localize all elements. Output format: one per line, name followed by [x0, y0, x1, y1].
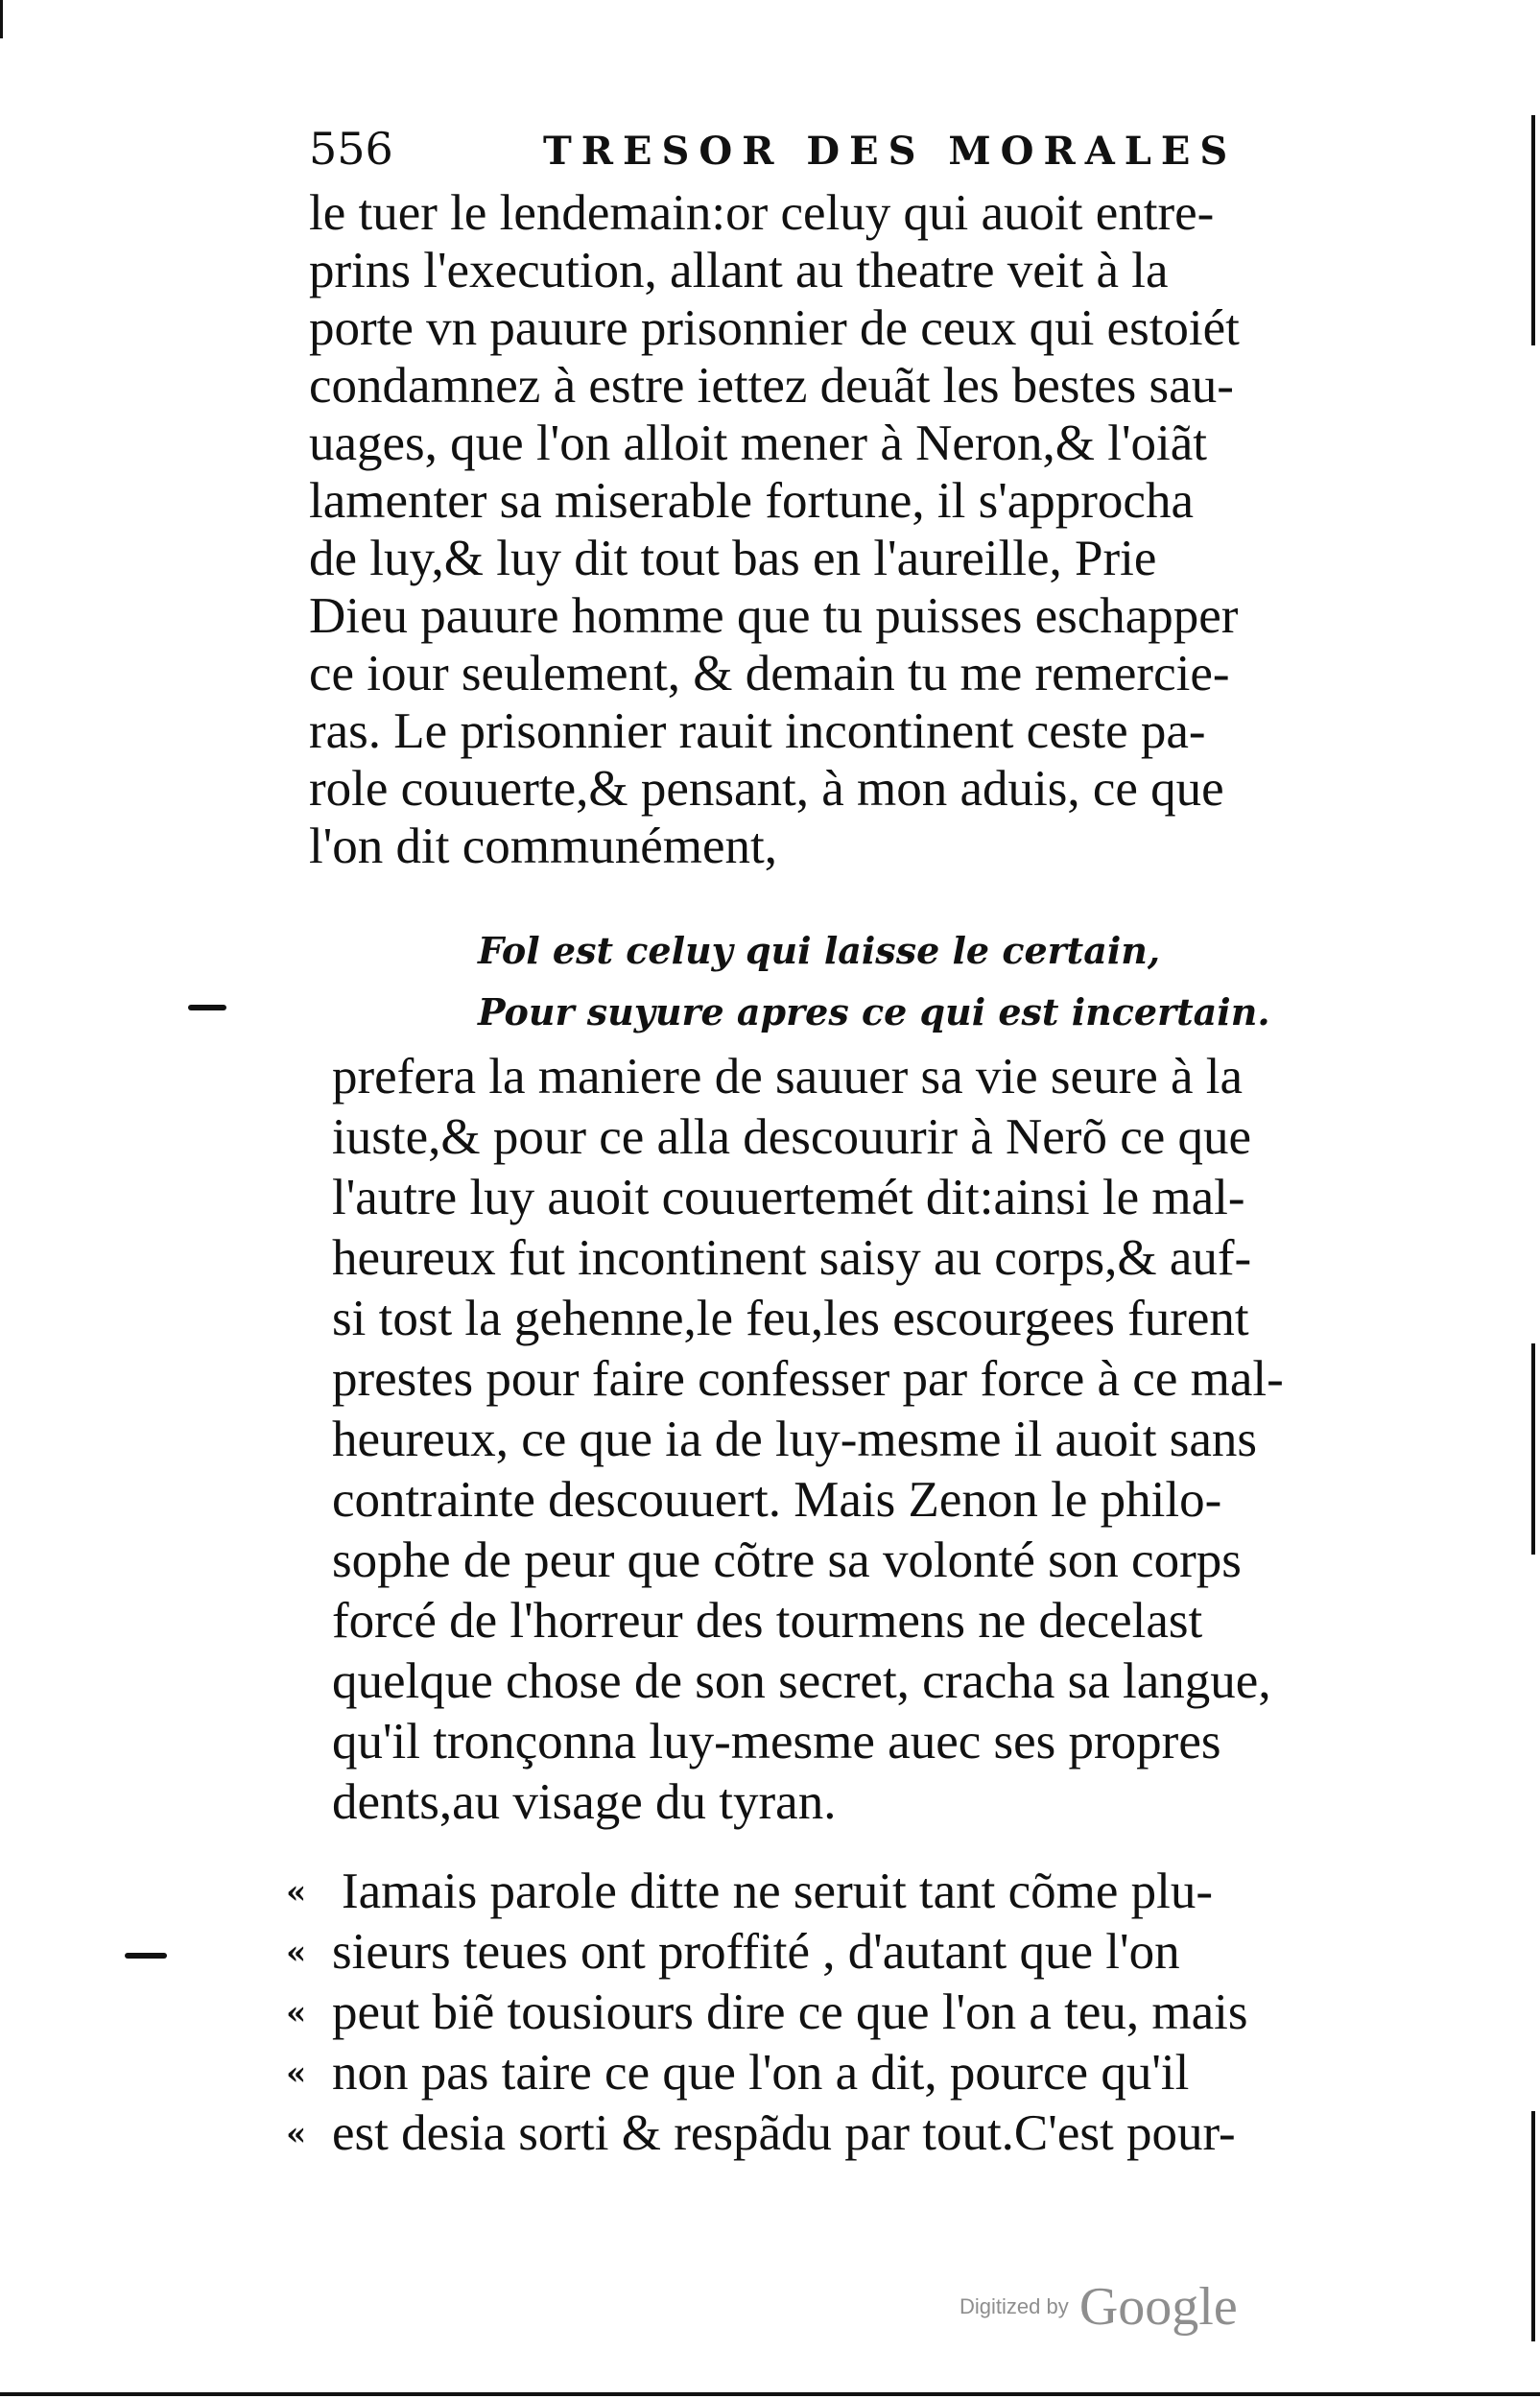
guillemet-mark: «: [286, 1994, 307, 2032]
text-line: sieurs teues ont proffité , d'autant que l'on: [332, 1924, 1180, 1980]
text-line: Iamais parole ditte ne seruit tant cõme plu-: [342, 1864, 1214, 1919]
text-line: si tost la gehenne,le feu,les escourgees furent: [332, 1291, 1249, 1346]
guillemet-mark: «: [286, 2055, 307, 2093]
margin-mark: [188, 1005, 226, 1010]
text-line: heureux fut incontinent saisy au corps,& auf-: [332, 1230, 1252, 1286]
text-line: contrainte descouuert. Mais Zenon le philo-: [332, 1472, 1222, 1528]
text-line: l'on dit communément,: [309, 819, 777, 874]
text-line: l'autre luy auoit couuertemét dit:ainsi le mal-: [332, 1170, 1245, 1225]
text-line: forcé de l'horreur des tourmens ne decelast: [332, 1593, 1203, 1649]
text-line: porte vn pauure prisonnier de ceux qui estoiét: [309, 300, 1240, 356]
scan-edge-left: [0, 0, 3, 38]
guillemet-mark: «: [286, 1934, 307, 1972]
text-line: ce iour seulement, & demain tu me remercie-: [309, 646, 1230, 701]
running-title: TRESOR DES MORALES: [543, 129, 1238, 174]
watermark-prefix: Digitized by: [960, 2294, 1069, 2318]
guillemet-mark: «: [286, 1873, 307, 1912]
margin-mark: [125, 1953, 167, 1959]
text-line: prestes pour faire confesser par force à ce mal-: [332, 1351, 1284, 1407]
text-line: non pas taire ce que l'on a dit, pource qu'il: [332, 2045, 1190, 2101]
text-line: ras. Le prisonnier rauit incontinent ceste pa-: [309, 703, 1206, 759]
verse-line: Pour suyure apres ce qui est incertain.: [478, 990, 1270, 1033]
text-line: prefera la maniere de sauuer sa vie seure à la: [332, 1049, 1244, 1104]
text-line: Dieu pauure homme que tu puisses eschapper: [309, 588, 1239, 644]
text-line: uages, que l'on alloit mener à Neron,& l'oiãt: [309, 416, 1208, 471]
text-line: heureux, ce que ia de luy-mesme il auoit sans: [332, 1412, 1257, 1467]
scan-edge-right-top: [1531, 115, 1535, 345]
text-line: iuste,& pour ce alla descouurir à Nerõ ce que: [332, 1109, 1252, 1165]
text-line: de luy,& luy dit tout bas en l'aureille, Prie: [309, 531, 1157, 586]
scan-edge-right-middle: [1531, 1343, 1535, 1555]
text-line: est desia sorti & respãdu par tout.C'est pour-: [332, 2105, 1236, 2161]
text-line: peut biẽ tousiours dire ce que l'on a teu, mais: [332, 1984, 1248, 2040]
text-line: sophe de peur que cõtre sa volonté son corps: [332, 1532, 1242, 1588]
text-line: qu'il tronçonna luy-mesme auec ses propres: [332, 1714, 1221, 1770]
scan-edge-bottom: [0, 2392, 1540, 2396]
watermark-brand: Google: [1078, 2277, 1238, 2337]
text-line: lamenter sa miserable fortune, il s'approcha: [309, 473, 1194, 529]
verse-line: Fol est celuy qui laisse le certain,: [478, 929, 1161, 972]
text-line: role couuerte,& pensant, à mon aduis, ce que: [309, 761, 1224, 817]
text-line: prins l'execution, allant au theatre veit à la: [309, 243, 1169, 298]
text-line: le tuer le lendemain:or celuy qui auoit entre-: [309, 185, 1215, 241]
text-line: dents,au visage du tyran.: [332, 1774, 837, 1830]
guillemet-mark: «: [286, 2115, 307, 2153]
google-watermark: [960, 2276, 1238, 2338]
text-line: quelque chose de son secret, cracha sa langue,: [332, 1653, 1271, 1709]
scan-edge-right-bottom: [1531, 2111, 1535, 2341]
page-number: 556: [309, 123, 393, 175]
text-line: condamnez à estre iettez deuãt les bestes sau-: [309, 358, 1234, 414]
